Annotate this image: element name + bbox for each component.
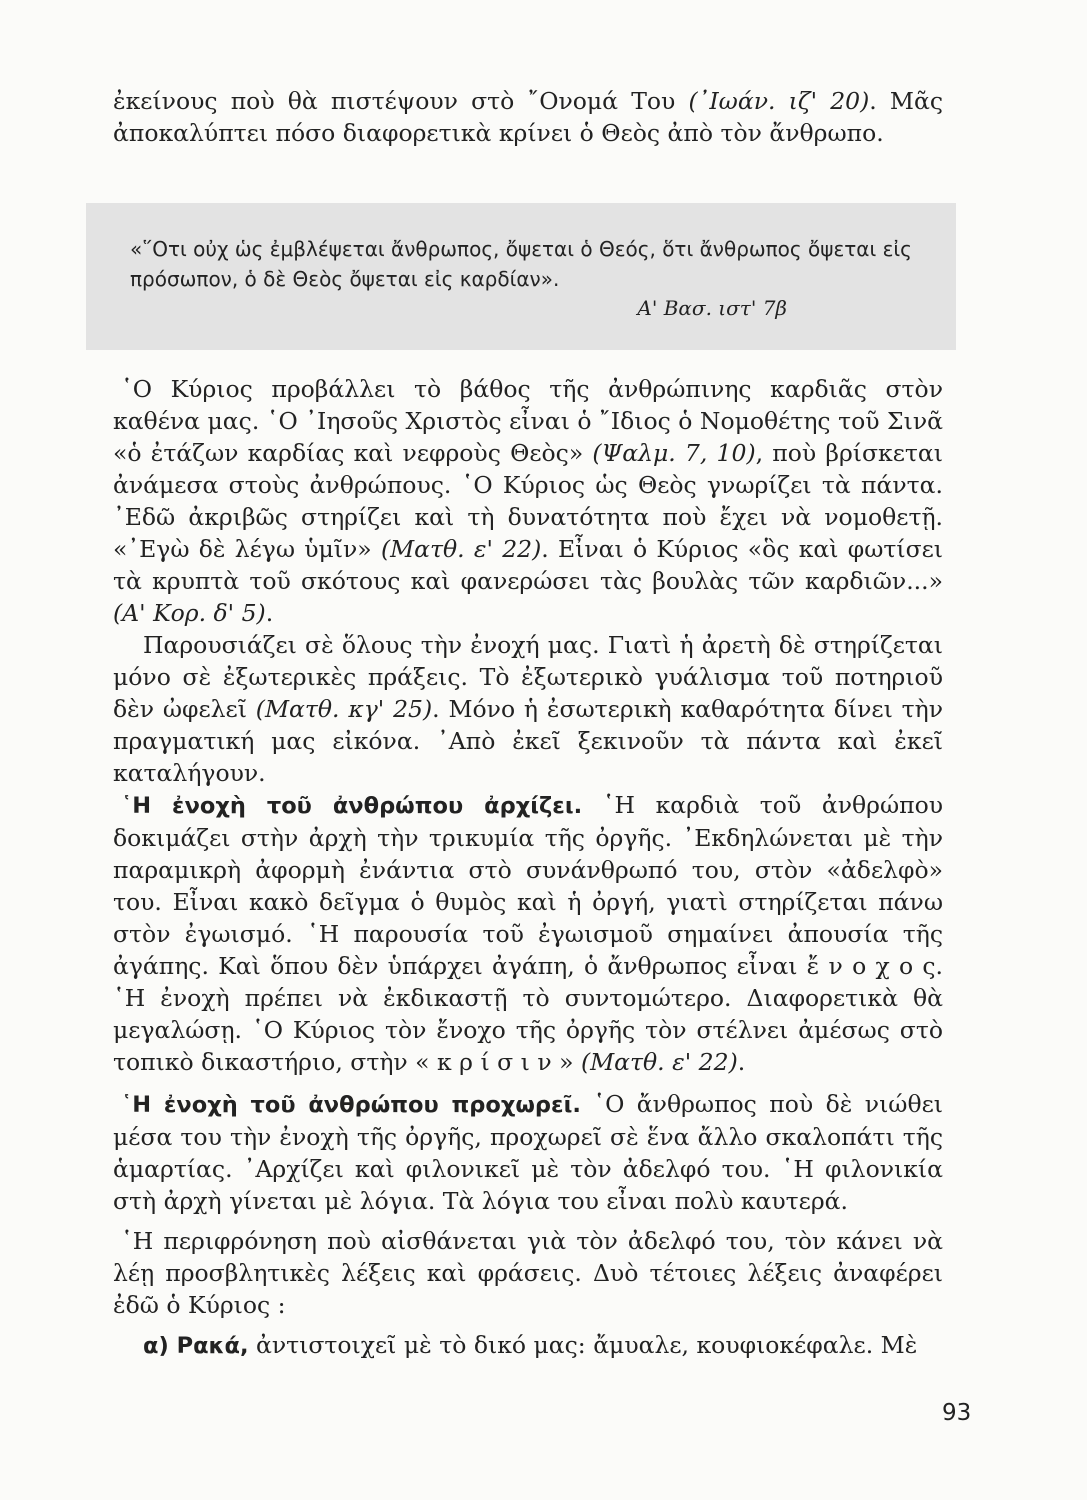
paragraph [113,629,943,789]
page-number: 93 [942,1400,972,1426]
quote-text: «῞Οτι οὐχ ὡς ἐμβλέψεται ἄνθρωπος, ὄψεται ὁ Θεός, ὅτι ἄνθρωπος ὄψεται εἰς πρόσωπον, ὁ δὲ Θεὸς ὄψεται εἰς καρδίαν». [130,237,912,291]
intro-text-continued: . Μᾶς ἀποκαλύπτει πόσο διαφορετικὰ κρίνει ὁ Θεὸς ἀπὸ τὸν ἄνθρωπο. [113,87,944,147]
scripture-reference: (Ματθ. ε' 22) [380,535,542,563]
paragraph-text: Παρουσιάζει σὲ ὅλους τὴν ἐνοχή μας. Γιατὶ ἡ ἀρετὴ δὲ στηρίζεται μόνο σὲ ἐξωτερικὲς πράξεις. Τὸ ἐξωτερικὸ γυάλισμα τοῦ ποτηριοῦ δὲν ὠφελεῖ [113,631,943,723]
paragraph [113,1329,943,1362]
intro-paragraph [113,85,943,149]
list-item-heading: α) Ρακά, [143,1333,249,1359]
paragraph: ῾Η περιφρόνηση ποὺ αἰσθάνεται γιὰ τὸν ἀδελφό του, τὸν κάνει νὰ λέῃ προσβλητικὲς λέξεις καὶ φράσεις. Δυὸ τέτοιες λέξεις ἀναφέρει ἐδῶ ὁ Κύριος : [113,1227,943,1319]
section-heading: ῾Η ἐνοχὴ τοῦ ἀνθρώπου ἀρχίζει. [121,793,583,819]
paragraph [113,373,943,629]
intro-text: ἐκείνους ποὺ θὰ πιστέψουν στὸ ῎Ονομά Του [113,87,689,115]
paragraph [113,789,943,1078]
scripture-reference: (Ματθ. ε' 22) [580,1048,738,1076]
paragraph-text: , ποὺ βρίσκεται ἀνάμεσα στοὺς ἀνθρώπους. ῾Ο Κύριος ὡς Θεὸς γνωρίζει τὰ πάντα. ᾿Εδῶ ἀκριβῶς στηρίζει καὶ τὴ δυνατότητα ποὺ ἔχει νὰ νομοθετῇ. «᾿Εγὼ δὲ λέγω ὑμῖν» [113,439,943,563]
paragraph-text: ῾Η καρδιὰ τοῦ ἀνθρώπου δοκιμάζει στὴν ἀρχὴ τὴν τρικυμία τῆς ὀργῆς. ᾿Εκδηλώνεται μὲ τὴν παραμικρὴ ἀφορμὴ ἐνάντια στὸ συνάνθρωπό του, στὸν «ἀδελφὸ» του. Εἶναι κακὸ δεῖγμα ὁ θυμὸς καὶ ἡ ὀργή, γιατὶ στηρίζεται πάνω στὸν ἐγωισμό. ῾Η παρουσία τοῦ ἐγωισμοῦ σημαίνει ἀπουσία τῆς ἀγάπης. Καὶ ὅπου δὲν ὑπάρχει ἀγάπη, ὁ ἄνθρωπος εἶναι ἔ ν ο χ ο ς. ῾Η ἐνοχὴ πρέπει νὰ ἐκδικαστῇ τὸ συντομώτερο. Διαφορετικὰ θὰ μεγαλώσῃ. ῾Ο Κύριος τὸν ἔνοχο τῆς ὀργῆς τὸν στέλνει ἀμέσως στὸ τοπικὸ δικαστήριο, στὴν « κ ρ ί σ ι ν » [113,791,944,1076]
paragraph-text: ῾Ο Κύριος προβάλλει τὸ βάθος τῆς ἀνθρώπινης καρδιᾶς στὸν καθένα μας. ῾Ο ᾿Ιησοῦς Χριστὸς εἶναι ὁ ῎Ιδιος ὁ Νομοθέτης τοῦ Σινᾶ «ὁ ἐτάζων καρδίας καὶ νεφροὺς Θεὸς» [113,375,943,467]
paragraph-text: ῾Ο ἄνθρωπος ποὺ δὲ νιώθει μέσα του τὴν ἐνοχὴ τῆς ὀργῆς, προχωρεῖ σὲ ἕνα ἄλλο σκαλοπάτι τῆς ἁμαρτίας. ᾿Αρχίζει καὶ φιλονικεῖ μὲ τὸν ἀδελφό του. ῾Η φιλονικία στὴ ἀρχὴ γίνεται μὲ λόγια. Τὰ λόγια του εἶναι πολὺ καυτερά. [113,1090,943,1215]
scripture-reference: (Α' Κορ. δ' 5) [113,599,266,627]
paragraph-text: ἀντιστοιχεῖ μὲ τὸ δικό μας: ἄμυαλε, κουφιοκέφαλε. Μὲ [248,1331,918,1359]
paragraph-text: . [265,599,274,627]
scripture-reference: (᾿Ιωάν. ιζ' 20) [688,87,870,115]
paragraph-text: . [737,1048,746,1076]
paragraph [113,1088,943,1217]
section-heading: ῾Η ἐνοχὴ τοῦ ἀνθρώπου προχωρεῖ. [121,1092,581,1118]
paragraph-text: . Μόνο ἡ ἐσωτερικὴ καθαρότητα δίνει τὴν πραγματική μας εἰκόνα. ᾿Απὸ ἐκεῖ ξεκινοῦν τὰ πάντα καὶ ἐκεῖ καταλήγουν. [113,695,943,787]
paragraph-text: . Εἶναι ὁ Κύριος «ὃς καὶ φωτίσει τὰ κρυπτὰ τοῦ σκότους καὶ φανερώσει τὰς βουλὰς τῶν καρδιῶν...» [113,535,944,595]
scripture-reference: (Ματθ. κγ' 25) [255,695,433,723]
body-text [113,373,943,1362]
scripture-reference: (Ψαλμ. 7, 10) [592,439,756,467]
quote-reference: Α' Βασ. ιστ' 7β [637,296,787,320]
